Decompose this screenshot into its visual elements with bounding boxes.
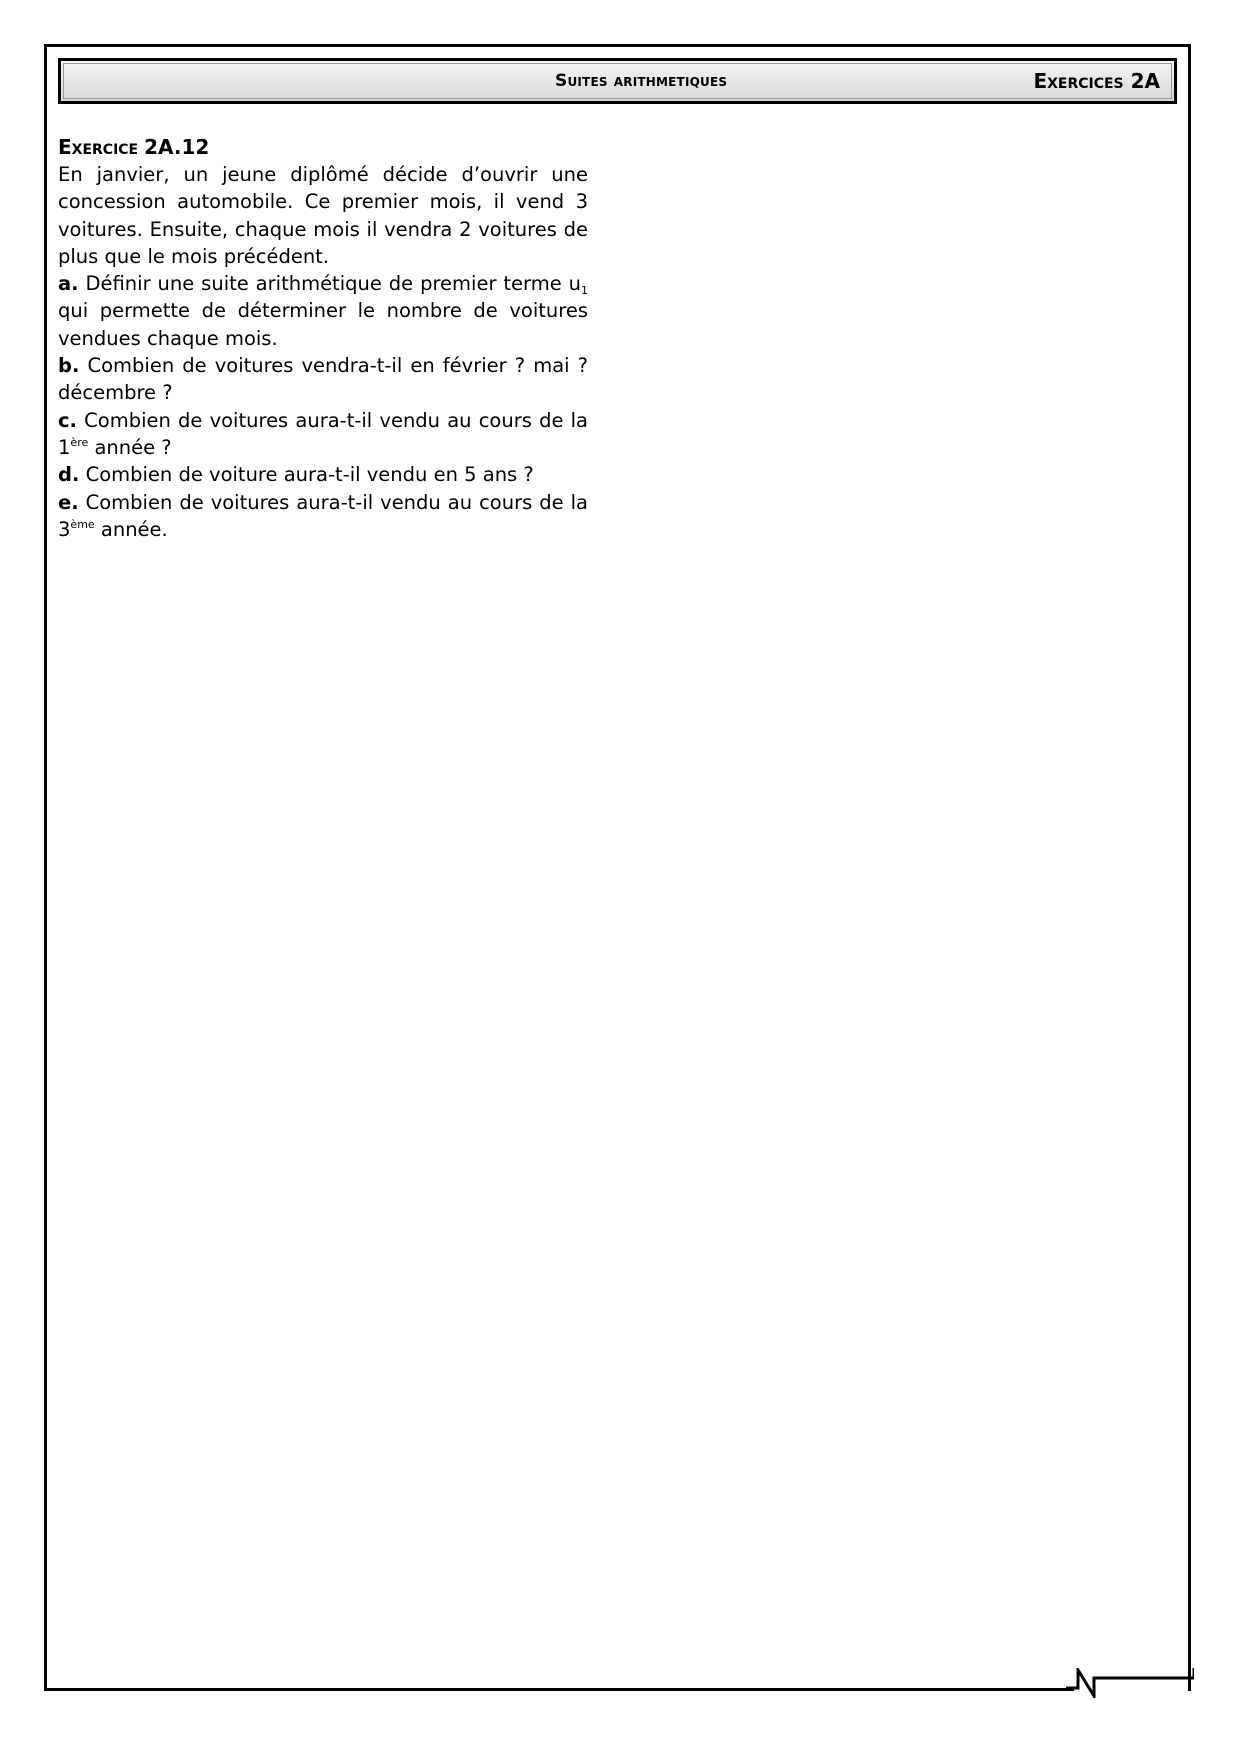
question-e-text-after: année. [94,517,168,541]
question-e-label: e. [58,490,79,514]
question-c [58,407,588,462]
question-a-text-before: Définir une suite arithmétique de premier terme u [85,272,582,296]
question-b-text: Combien de voitures vendra-t-il en février ? mai ? décembre ? [58,354,589,405]
question-b [58,352,588,407]
question-d-text: Combien de voiture aura-t-il vendu en 5 ans ? [85,463,534,487]
question-a [58,270,588,352]
exercise-title [58,134,588,161]
page-corner-mark [1066,1668,1194,1698]
exercise-block [58,134,588,543]
question-c-superscript: ère [70,435,89,449]
question-e-superscript: ème [70,517,95,531]
header-title: Suites arithmetiques [555,71,728,91]
question-a-subscript: 1 [581,284,589,298]
exercise-number: 2A.12 [144,135,210,159]
page-frame-bottom [44,1688,1074,1691]
question-e-text-before: Combien de voitures aura-t-il vendu au cours de la 3 [58,490,588,541]
page-header [58,58,1177,104]
question-a-text-after: qui permette de déterminer le nombre de voitures vendues chaque mois. [58,299,588,350]
header-code: Exercices 2A [1033,69,1160,93]
question-c-label: c. [58,408,77,432]
question-e [58,489,588,544]
question-a-label: a. [58,272,79,296]
exercise-intro: En janvier, un jeune diplômé décide d’ouvrir une concession automobile. Ce premier mois, il vend 3 voitures. Ensuite, chaque mois il vendra 2 voitures de plus que le mois précédent. [58,163,588,268]
question-b-label: b. [58,354,80,378]
exercise-label: Exercice [58,135,139,159]
question-d-label: d. [58,463,80,487]
question-c-text-after: année ? [88,435,172,459]
question-d [58,461,588,488]
question-c-text-before: Combien de voitures aura-t-il vendu au cours de la 1 [58,408,588,459]
